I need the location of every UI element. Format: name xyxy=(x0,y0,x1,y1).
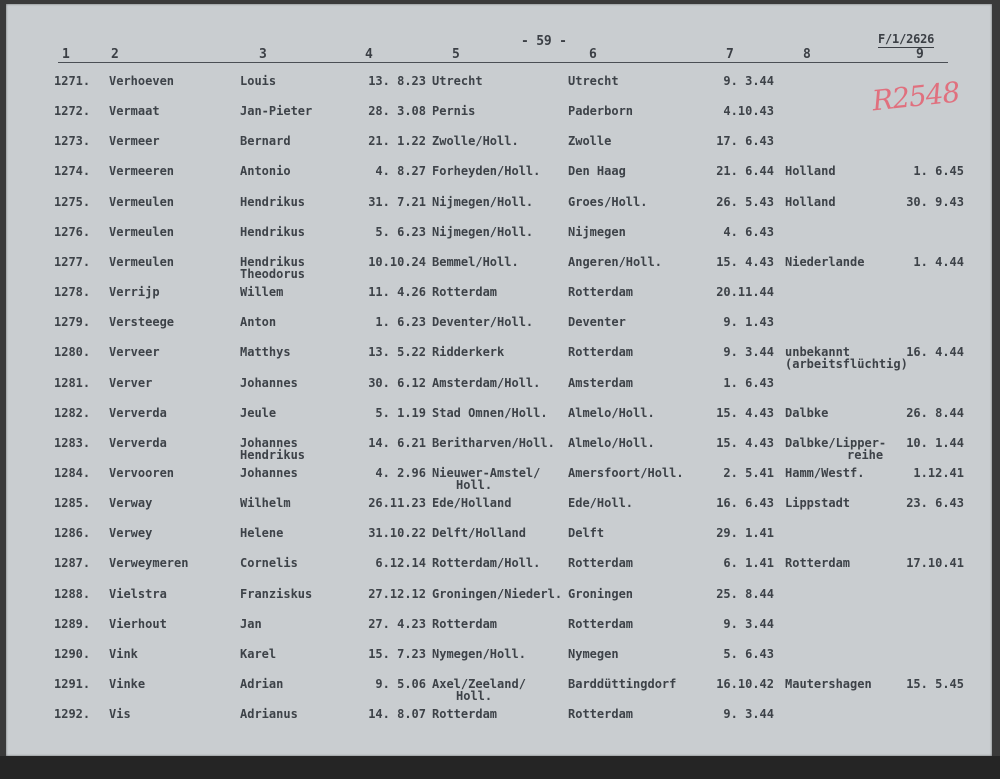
row-1291-birthplace: Holl. xyxy=(456,689,493,703)
row-1277-residence: Angeren/Holl. xyxy=(568,255,662,269)
row-1273-birthplace: Zwolle/Holl. xyxy=(432,134,519,148)
row-1287-remark: Rotterdam xyxy=(785,556,851,570)
row-1286-entry-number: 1286. xyxy=(54,526,91,540)
row-1274-remark-date: 1. 6.45 xyxy=(913,164,964,178)
row-1280-birth-date: 13. 5.22 xyxy=(368,345,426,359)
scanner-border xyxy=(0,756,1000,779)
row-1290-entry-number: 1290. xyxy=(54,647,91,661)
row-1283-given-name: Hendrikus xyxy=(240,448,306,462)
row-1271-birthplace: Utrecht xyxy=(432,74,483,88)
row-1289-entry-date: 9. 3.44 xyxy=(723,617,774,631)
row-1280-remark-date: 16. 4.44 xyxy=(906,345,964,359)
row-1285-remark: Lippstadt xyxy=(785,496,851,510)
row-1273-residence: Zwolle xyxy=(568,134,612,148)
row-1278-residence: Rotterdam xyxy=(568,285,634,299)
row-1292-residence: Rotterdam xyxy=(568,707,634,721)
row-1287-birthplace: Rotterdam/Holl. xyxy=(432,556,541,570)
row-1277-remark: Niederlande xyxy=(785,255,865,269)
row-1282-remark-date: 26. 8.44 xyxy=(906,406,964,420)
row-1276-given-name: Hendrikus xyxy=(240,225,306,239)
row-1290-surname: Vink xyxy=(109,647,138,661)
row-1276-residence: Nijmegen xyxy=(568,225,626,239)
row-1283-remark-date: 10. 1.44 xyxy=(906,436,964,450)
row-1282-residence: Almelo/Holl. xyxy=(568,406,655,420)
row-1287-given-name: Cornelis xyxy=(240,556,298,570)
row-1290-birthplace: Nymegen/Holl. xyxy=(432,647,526,661)
row-1285-remark-date: 23. 6.43 xyxy=(906,496,964,510)
row-1275-remark: Holland xyxy=(785,195,836,209)
row-1278-surname: Verrijp xyxy=(109,285,160,299)
row-1278-entry-number: 1278. xyxy=(54,285,91,299)
row-1272-birthplace: Pernis xyxy=(432,104,476,118)
row-1286-given-name: Helene xyxy=(240,526,284,540)
header-rule xyxy=(58,62,948,63)
row-1283-remark: Dalbke/Lipper- xyxy=(785,436,887,450)
row-1292-given-name: Adrianus xyxy=(240,707,298,721)
row-1277-surname: Vermeulen xyxy=(109,255,175,269)
row-1284-given-name: Johannes xyxy=(240,466,298,480)
row-1275-birth-date: 31. 7.21 xyxy=(368,195,426,209)
row-1287-remark-date: 17.10.41 xyxy=(906,556,964,570)
row-1284-birth-date: 4. 2.96 xyxy=(375,466,426,480)
row-1288-surname: Vielstra xyxy=(109,587,167,601)
row-1282-entry-number: 1282. xyxy=(54,406,91,420)
row-1276-birth-date: 5. 6.23 xyxy=(375,225,426,239)
row-1275-birthplace: Nijmegen/Holl. xyxy=(432,195,534,209)
column-header-2: 2 xyxy=(111,47,119,62)
row-1274-remark: Holland xyxy=(785,164,836,178)
row-1291-remark-date: 15. 5.45 xyxy=(906,677,964,691)
row-1282-birthplace: Stad Omnen/Holl. xyxy=(432,406,548,420)
row-1275-remark-date: 30. 9.43 xyxy=(906,195,964,209)
row-1292-entry-date: 9. 3.44 xyxy=(723,707,774,721)
row-1276-birthplace: Nijmegen/Holl. xyxy=(432,225,534,239)
row-1291-surname: Vinke xyxy=(109,677,146,691)
archive-reference: F/1/2626 xyxy=(878,32,935,46)
row-1289-residence: Rotterdam xyxy=(568,617,634,631)
row-1277-birth-date: 10.10.24 xyxy=(368,255,426,269)
row-1287-surname: Verweymeren xyxy=(109,556,189,570)
archive-stamp: R2548 xyxy=(870,75,961,118)
row-1283-remark: reihe xyxy=(847,448,884,462)
row-1291-birthplace: Axel/Zeeland/ xyxy=(432,677,526,691)
row-1274-residence: Den Haag xyxy=(568,164,626,178)
row-1280-surname: Verveer xyxy=(109,345,160,359)
row-1281-entry-number: 1281. xyxy=(54,376,91,390)
row-1289-birthplace: Rotterdam xyxy=(432,617,498,631)
row-1274-surname: Vermeeren xyxy=(109,164,175,178)
row-1273-entry-number: 1273. xyxy=(54,134,91,148)
row-1275-residence: Groes/Holl. xyxy=(568,195,648,209)
row-1273-surname: Vermeer xyxy=(109,134,160,148)
row-1284-birthplace: Nieuwer-Amstel/ xyxy=(432,466,541,480)
row-1274-entry-number: 1274. xyxy=(54,164,91,178)
row-1274-birth-date: 4. 8.27 xyxy=(375,164,426,178)
row-1286-birth-date: 31.10.22 xyxy=(368,526,426,540)
row-1287-entry-date: 6. 1.41 xyxy=(723,556,774,570)
row-1292-surname: Vis xyxy=(109,707,131,721)
row-1273-given-name: Bernard xyxy=(240,134,291,148)
row-1284-remark-date: 1.12.41 xyxy=(913,466,964,480)
row-1272-entry-date: 4.10.43 xyxy=(723,104,774,118)
row-1278-birth-date: 11. 4.26 xyxy=(368,285,426,299)
row-1279-birth-date: 1. 6.23 xyxy=(375,315,426,329)
row-1281-birth-date: 30. 6.12 xyxy=(368,376,426,390)
row-1292-entry-number: 1292. xyxy=(54,707,91,721)
row-1271-entry-date: 9. 3.44 xyxy=(723,74,774,88)
row-1274-birthplace: Forheyden/Holl. xyxy=(432,164,541,178)
row-1285-entry-date: 16. 6.43 xyxy=(716,496,774,510)
row-1283-entry-number: 1283. xyxy=(54,436,91,450)
row-1285-entry-number: 1285. xyxy=(54,496,91,510)
row-1288-given-name: Franziskus xyxy=(240,587,313,601)
column-header-3: 3 xyxy=(259,47,267,62)
row-1281-residence: Amsterdam xyxy=(568,376,634,390)
row-1277-remark-date: 1. 4.44 xyxy=(913,255,964,269)
row-1284-entry-number: 1284. xyxy=(54,466,91,480)
row-1281-surname: Verver xyxy=(109,376,153,390)
row-1282-birth-date: 5. 1.19 xyxy=(375,406,426,420)
row-1288-residence: Groningen xyxy=(568,587,634,601)
row-1274-entry-date: 21. 6.44 xyxy=(716,164,774,178)
row-1290-birth-date: 15. 7.23 xyxy=(368,647,426,661)
row-1291-remark: Mautershagen xyxy=(785,677,872,691)
row-1290-given-name: Karel xyxy=(240,647,277,661)
document-sheet xyxy=(6,4,992,756)
row-1272-given-name: Jan-Pieter xyxy=(240,104,313,118)
column-header-9: 9 xyxy=(916,47,924,62)
row-1282-surname: Ververda xyxy=(109,406,167,420)
row-1291-given-name: Adrian xyxy=(240,677,284,691)
row-1277-given-name: Theodorus xyxy=(240,267,306,281)
row-1280-residence: Rotterdam xyxy=(568,345,634,359)
row-1282-remark: Dalbke xyxy=(785,406,829,420)
row-1285-given-name: Wilhelm xyxy=(240,496,291,510)
row-1280-remark: unbekannt xyxy=(785,345,851,359)
row-1288-birthplace: Groningen/Niederl. xyxy=(432,587,563,601)
row-1285-residence: Ede/Holl. xyxy=(568,496,634,510)
row-1279-entry-date: 9. 1.43 xyxy=(723,315,774,329)
row-1284-birthplace: Holl. xyxy=(456,478,493,492)
row-1273-entry-date: 17. 6.43 xyxy=(716,134,774,148)
row-1283-entry-date: 15. 4.43 xyxy=(716,436,774,450)
row-1271-residence: Utrecht xyxy=(568,74,619,88)
row-1285-birthplace: Ede/Holland xyxy=(432,496,512,510)
row-1277-entry-number: 1277. xyxy=(54,255,91,269)
row-1291-residence: Barddüttingdorf xyxy=(568,677,677,691)
row-1286-entry-date: 29. 1.41 xyxy=(716,526,774,540)
row-1289-birth-date: 27. 4.23 xyxy=(368,617,426,631)
row-1279-birthplace: Deventer/Holl. xyxy=(432,315,534,329)
row-1285-birth-date: 26.11.23 xyxy=(368,496,426,510)
column-header-6: 6 xyxy=(589,47,597,62)
row-1291-birth-date: 9. 5.06 xyxy=(375,677,426,691)
row-1280-given-name: Matthys xyxy=(240,345,291,359)
row-1271-surname: Verhoeven xyxy=(109,74,175,88)
row-1284-residence: Amersfoort/Holl. xyxy=(568,466,684,480)
row-1279-residence: Deventer xyxy=(568,315,626,329)
row-1288-birth-date: 27.12.12 xyxy=(368,587,426,601)
row-1283-surname: Ververda xyxy=(109,436,167,450)
row-1289-given-name: Jan xyxy=(240,617,262,631)
row-1290-entry-date: 5. 6.43 xyxy=(723,647,774,661)
row-1282-entry-date: 15. 4.43 xyxy=(716,406,774,420)
row-1277-entry-date: 15. 4.43 xyxy=(716,255,774,269)
row-1287-birth-date: 6.12.14 xyxy=(375,556,426,570)
row-1278-entry-date: 20.11.44 xyxy=(716,285,774,299)
row-1277-given-name: Hendrikus xyxy=(240,255,306,269)
column-header-5: 5 xyxy=(452,47,460,62)
row-1276-surname: Vermeulen xyxy=(109,225,175,239)
row-1271-birth-date: 13. 8.23 xyxy=(368,74,426,88)
row-1272-residence: Paderborn xyxy=(568,104,634,118)
row-1280-entry-number: 1280. xyxy=(54,345,91,359)
row-1288-entry-number: 1288. xyxy=(54,587,91,601)
row-1279-entry-number: 1279. xyxy=(54,315,91,329)
row-1283-birthplace: Beritharven/Holl. xyxy=(432,436,555,450)
row-1279-given-name: Anton xyxy=(240,315,277,329)
row-1283-residence: Almelo/Holl. xyxy=(568,436,655,450)
row-1287-residence: Rotterdam xyxy=(568,556,634,570)
row-1281-birthplace: Amsterdam/Holl. xyxy=(432,376,541,390)
row-1276-entry-number: 1276. xyxy=(54,225,91,239)
column-header-1: 1 xyxy=(62,47,70,62)
row-1275-surname: Vermeulen xyxy=(109,195,175,209)
row-1275-given-name: Hendrikus xyxy=(240,195,306,209)
row-1278-given-name: Willem xyxy=(240,285,284,299)
row-1287-entry-number: 1287. xyxy=(54,556,91,570)
column-header-4: 4 xyxy=(365,47,373,62)
row-1275-entry-date: 26. 5.43 xyxy=(716,195,774,209)
row-1283-birth-date: 14. 6.21 xyxy=(368,436,426,450)
row-1279-surname: Versteege xyxy=(109,315,175,329)
row-1272-birth-date: 28. 3.08 xyxy=(368,104,426,118)
row-1281-given-name: Johannes xyxy=(240,376,298,390)
row-1289-entry-number: 1289. xyxy=(54,617,91,631)
row-1282-given-name: Jeule xyxy=(240,406,277,420)
row-1285-surname: Verway xyxy=(109,496,153,510)
column-header-8: 8 xyxy=(803,47,811,62)
row-1292-birthplace: Rotterdam xyxy=(432,707,498,721)
row-1274-given-name: Antonio xyxy=(240,164,291,178)
page-number: - 59 - xyxy=(521,34,567,49)
row-1292-birth-date: 14. 8.07 xyxy=(368,707,426,721)
row-1286-surname: Verwey xyxy=(109,526,153,540)
row-1276-entry-date: 4. 6.43 xyxy=(723,225,774,239)
row-1272-surname: Vermaat xyxy=(109,104,160,118)
row-1286-birthplace: Delft/Holland xyxy=(432,526,526,540)
row-1284-surname: Vervooren xyxy=(109,466,175,480)
row-1273-birth-date: 21. 1.22 xyxy=(368,134,426,148)
row-1280-birthplace: Ridderkerk xyxy=(432,345,505,359)
row-1271-given-name: Louis xyxy=(240,74,277,88)
row-1278-birthplace: Rotterdam xyxy=(432,285,498,299)
row-1289-surname: Vierhout xyxy=(109,617,167,631)
row-1286-residence: Delft xyxy=(568,526,605,540)
row-1284-remark: Hamm/Westf. xyxy=(785,466,865,480)
row-1290-residence: Nymegen xyxy=(568,647,619,661)
row-1280-entry-date: 9. 3.44 xyxy=(723,345,774,359)
row-1284-entry-date: 2. 5.41 xyxy=(723,466,774,480)
column-header-7: 7 xyxy=(726,47,734,62)
row-1283-given-name: Johannes xyxy=(240,436,298,450)
row-1272-entry-number: 1272. xyxy=(54,104,91,118)
row-1271-entry-number: 1271. xyxy=(54,74,91,88)
row-1281-entry-date: 1. 6.43 xyxy=(723,376,774,390)
row-1280-remark: (arbeitsflüchtig) xyxy=(785,357,908,371)
row-1277-birthplace: Bemmel/Holl. xyxy=(432,255,519,269)
row-1291-entry-number: 1291. xyxy=(54,677,91,691)
row-1275-entry-number: 1275. xyxy=(54,195,91,209)
row-1288-entry-date: 25. 8.44 xyxy=(716,587,774,601)
row-1291-entry-date: 16.10.42 xyxy=(716,677,774,691)
